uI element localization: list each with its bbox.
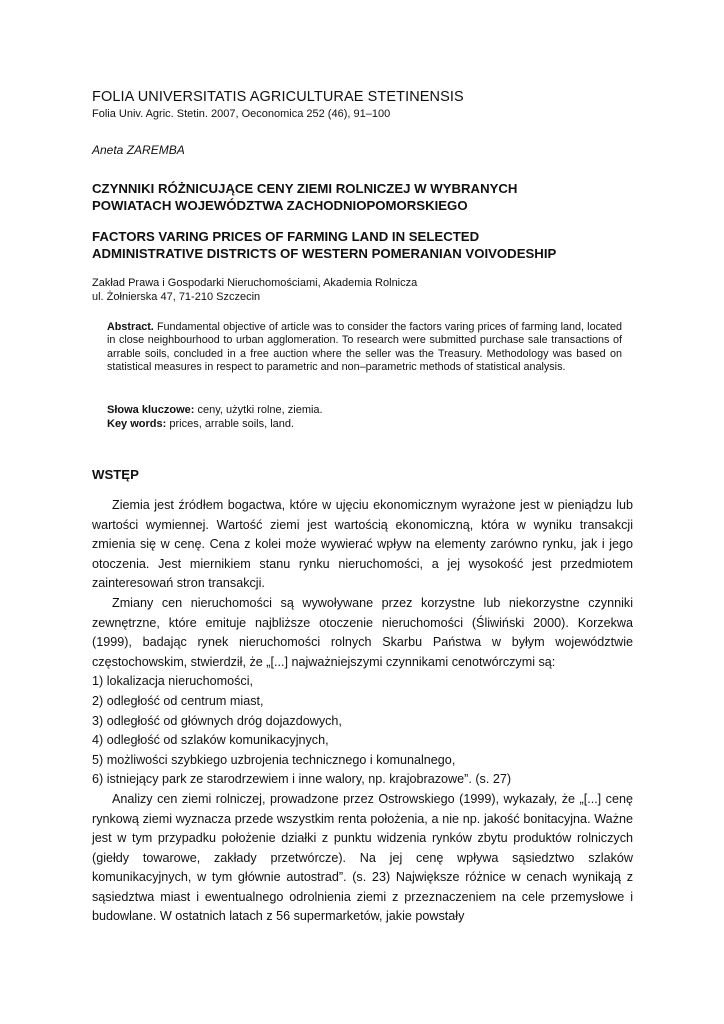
author-name: Aneta ZAREMBA — [92, 143, 185, 157]
list-item: 4) odległość od szlaków komunikacyjnych, — [92, 733, 329, 748]
paragraph-1: Ziemia jest źródłem bogactwa, które w ujęciu ekonomicznym wyrażone jest w pieniądzu lub wartości wymiennej. Wartość ziemi jest wartością ekonomiczną, która w wyniku transakcji zmienia się w cenę. Cena z kolei może wywierać wpływ na elementy zarówno rynku, jak i jego otoczenia. Jest miernikiem stanu rynku nieruchomości, a jej wysokość jest przedmiotem zainteresowań stron transakcji. — [92, 498, 633, 591]
list-item: 6) istniejący park ze starodrzewiem i inne walory, np. krajobrazowe”. (s. 27) — [92, 772, 512, 787]
keywords-pl-text: ceny, użytki rolne, ziemia. — [197, 404, 323, 416]
abstract — [107, 321, 622, 375]
list-item: 1) lokalizacja nieruchomości, — [92, 674, 253, 689]
abstract-label: Abstract. — [107, 321, 154, 333]
keywords-pl-label: Słowa kluczowe: — [107, 404, 195, 416]
paragraph-2: Zmiany cen nieruchomości są wywoływane przez korzystne lub niekorzystne czynniki zewnętrzne, które emituje najbliższe otoczenie nieruchomości (Śliwiński 2000). Korzekwa (1999), badając rynek nieruchomości rolnych Skarbu Państwa w byłym województwie częstochowskim, stwierdził, że „[...] najważniejszymi czynnikami cenotwórczymi są: — [92, 595, 633, 669]
journal-name: FOLIA UNIVERSITATIS AGRICULTURAE STETINENSIS — [92, 89, 464, 105]
list-item: 2) odległość od centrum miast, — [92, 693, 264, 708]
section-heading: WSTĘP — [92, 467, 139, 482]
list-item: 5) możliwości szybkiego uzbrojenia technicznego i komunalnego, — [92, 752, 456, 767]
keywords-en-label: Key words: — [107, 417, 167, 430]
title-polish-line-2: POWIATACH WOJEWÓDZTWA ZACHODNIOPOMORSKIEGO — [92, 198, 468, 213]
section-body — [92, 496, 633, 927]
factor-list — [92, 672, 633, 790]
paragraph-3: Analizy cen ziemi rolniczej, prowadzone przez Ostrowskiego (1999), wykazały, że „[...] cenę rynkową ziemi wyznacza przede wszystkim renta położenia, a nie np. jakość bonitacyjna. Ważne jest w tym przypadku położenie działki z punktu widzenia rynków zbytu produktów rolniczych (giełdy towarowe, zakłady przetwórcze). Na jej cenę wpływa sąsiedztwo szlaków komunikacyjnych, w tym głównie autostrad”. (s. 23) Największe różnice w cenach wynikają z sąsiedztwa miast i ewentualnego odrolnienia ziemi z przeznaczeniem na cele przemysłowe i budowlane. W ostatnich latach z 56 supermarketów, jakie powstały — [92, 791, 633, 924]
keywords-block — [107, 404, 323, 431]
list-item: 3) odległość od głównych dróg dojazdowych, — [92, 713, 342, 728]
affiliation-institution: Zakład Prawa i Gospodarki Nieruchomościami, Akademia Rolnicza — [92, 277, 418, 289]
title-english-line-1: FACTORS VARING PRICES OF FARMING LAND IN SELECTED — [92, 229, 480, 244]
title-polish — [92, 180, 652, 214]
journal-citation: Folia Univ. Agric. Stetin. 2007, Oeconomica 252 (46), 91–100 — [92, 108, 391, 120]
affiliation — [92, 276, 417, 304]
title-english-line-2: ADMINISTRATIVE DISTRICTS OF WESTERN POMERANIAN VOIVODESHIP — [92, 246, 557, 261]
title-english — [92, 228, 652, 262]
title-polish-line-1: CZYNNIKI RÓŻNICUJĄCE CENY ZIEMI ROLNICZEJ W WYBRANYCH — [92, 181, 518, 196]
abstract-text: Fundamental objective of article was to consider the factors varing prices of farming land, located in close neighbourhood to urban agglomeration. To research were submitted purchase sale transactions of arrable soils, concluded in a free auction where the seller was the Treasury. Methodology was based on statistical measures in respect to parametric and non–parametric methods of statistical analysis. — [107, 321, 622, 374]
affiliation-address: ul. Żołnierska 47, 71-210 Szczecin — [92, 291, 261, 303]
keywords-en-text: prices, arrable soils, land. — [169, 417, 295, 430]
